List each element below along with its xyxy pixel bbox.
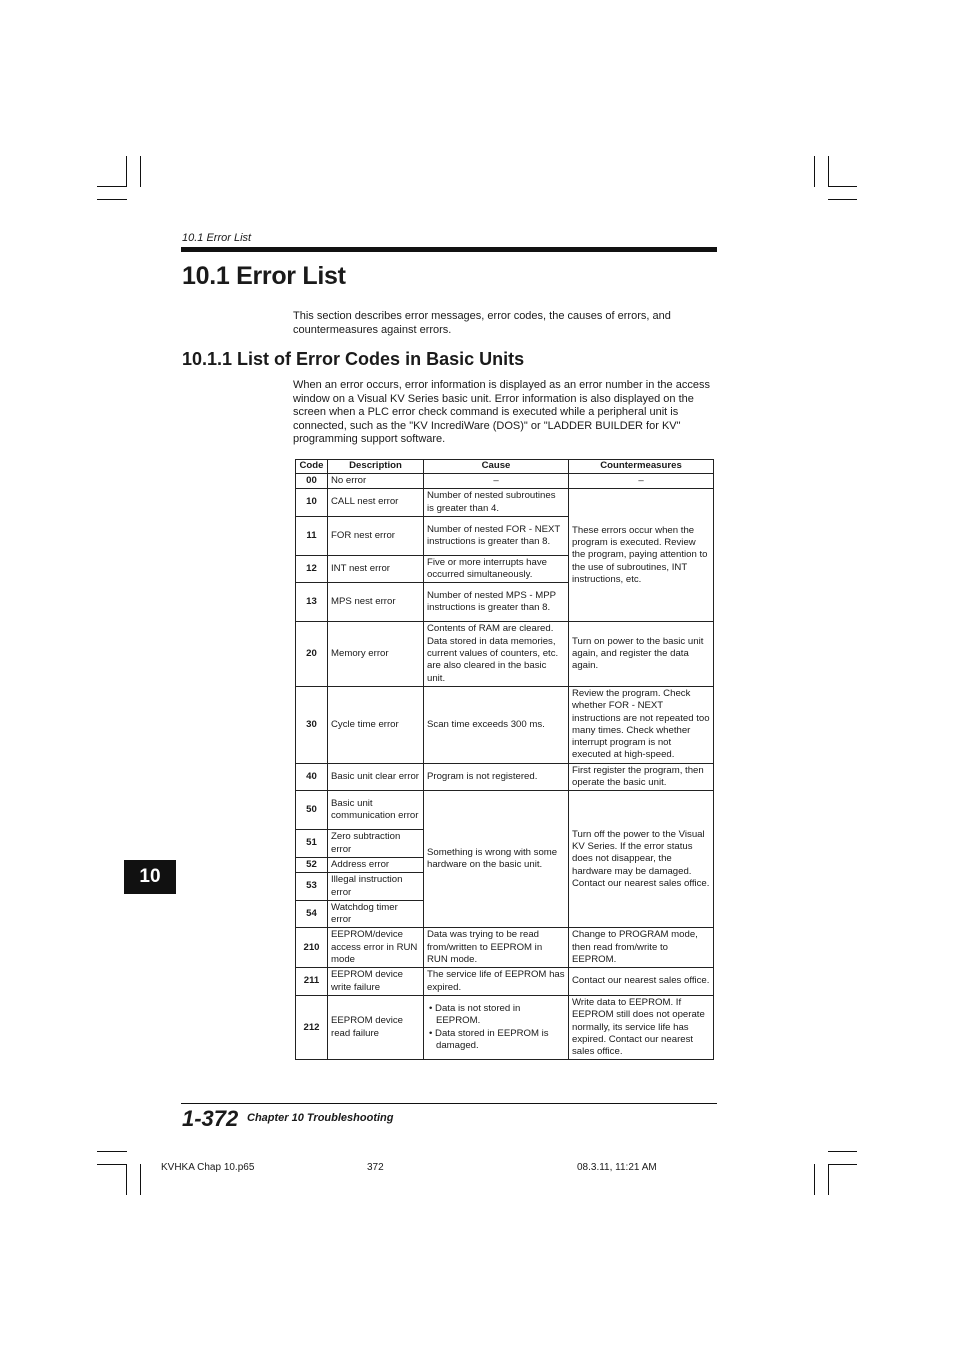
crop-mark: [828, 1164, 829, 1195]
section-title: 10.1.1 List of Error Codes in Basic Units: [182, 349, 525, 369]
error-code: 51: [296, 830, 328, 858]
error-countermeasure: These errors occur when the program is executed. Review the program, paying attention to the use of subroutines, INT instructions, etc.: [569, 489, 714, 622]
error-code: 53: [296, 873, 328, 901]
table-header-row: [296, 460, 714, 474]
error-description: Basic unit clear error: [328, 763, 424, 791]
crop-mark: [97, 186, 127, 187]
crop-mark: [126, 156, 127, 187]
error-code: 52: [296, 857, 328, 872]
column-header-description: Description: [328, 460, 424, 474]
slug-date: 08.3.11, 11:21 AM: [577, 1162, 657, 1173]
crop-mark: [126, 1164, 127, 1195]
error-description: Illegal instruction error: [328, 873, 424, 901]
error-description: Address error: [328, 857, 424, 872]
error-description: EEPROM device read failure: [328, 995, 424, 1059]
error-cause: Something is wrong with some hardware on the basic unit.: [424, 791, 569, 928]
table-row: [296, 489, 714, 517]
intro-paragraph: This section describes error messages, error codes, the causes of errors, and countermeasures against errors.: [293, 310, 671, 336]
error-cause: Number of nested MPS - MPP instructions is greater than 8.: [424, 583, 569, 622]
cause-list: [427, 1003, 565, 1052]
error-countermeasure: Change to PROGRAM mode, then read from/write to EEPROM.: [569, 928, 714, 968]
page-number: 1-372: [182, 1106, 239, 1131]
crop-mark: [140, 156, 141, 187]
error-countermeasure: Turn off the power to the Visual KV Series. If the error status does not disappear, the hardware may be damaged. Contact our nearest sales office.: [569, 791, 714, 928]
error-cause: [424, 995, 569, 1059]
error-code: 50: [296, 791, 328, 830]
error-description: Watchdog timer error: [328, 900, 424, 928]
error-code: 11: [296, 516, 328, 555]
table-row: [296, 968, 714, 996]
table-row: [296, 622, 714, 686]
error-code: 54: [296, 900, 328, 928]
chapter-label: Chapter 10 Troubleshooting: [247, 1112, 394, 1124]
error-countermeasure: Contact our nearest sales office.: [569, 968, 714, 996]
error-cause: Five or more interrupts have occurred simultaneously.: [424, 555, 569, 583]
running-head: 10.1 Error List: [182, 232, 252, 244]
crop-mark: [140, 1164, 141, 1195]
error-code: 210: [296, 928, 328, 968]
error-code: 20: [296, 622, 328, 686]
error-code: 00: [296, 474, 328, 489]
crop-mark: [97, 1164, 127, 1165]
error-cause: –: [424, 474, 569, 489]
error-code: 13: [296, 583, 328, 622]
error-description: Memory error: [328, 622, 424, 686]
crop-mark: [828, 1151, 857, 1152]
error-code: 212: [296, 995, 328, 1059]
error-description: CALL nest error: [328, 489, 424, 517]
table-row: [296, 995, 714, 1059]
column-header-countermeasures: Countermeasures: [569, 460, 714, 474]
chapter-tab: 10: [124, 860, 176, 894]
page-title: 10.1 Error List: [182, 262, 346, 290]
error-code-table: [295, 459, 714, 1060]
crop-mark: [814, 156, 815, 187]
error-cause: Number of nested FOR - NEXT instructions is greater than 8.: [424, 516, 569, 555]
cause-list-item: • Data is not stored in EEPROM.: [429, 1003, 521, 1027]
error-description: EEPROM/device access error in RUN mode: [328, 928, 424, 968]
error-description: MPS nest error: [328, 583, 424, 622]
error-countermeasure: Write data to EEPROM. If EEPROM still does not operate normally, its service life has expired. Contact our nearest sales office.: [569, 995, 714, 1059]
crop-mark: [828, 199, 857, 200]
slug-file-name: KVHKA Chap 10.p65: [161, 1162, 255, 1173]
error-description: FOR nest error: [328, 516, 424, 555]
crop-mark: [814, 1164, 815, 1195]
table-row: [296, 928, 714, 968]
cause-list-item: • Data stored in EEPROM is damaged.: [429, 1027, 549, 1051]
header-rule: [181, 247, 717, 252]
error-description: Basic unit communication error: [328, 791, 424, 830]
error-description: Cycle time error: [328, 686, 424, 763]
error-code: 10: [296, 489, 328, 517]
error-code: 40: [296, 763, 328, 791]
error-code: 30: [296, 686, 328, 763]
column-header-code: Code: [296, 460, 328, 474]
table-row: [296, 791, 714, 830]
error-description: EEPROM device write failure: [328, 968, 424, 996]
table-row: [296, 474, 714, 489]
error-countermeasure: –: [569, 474, 714, 489]
table-row: [296, 763, 714, 791]
error-code: 12: [296, 555, 328, 583]
table-row: [296, 686, 714, 763]
error-cause: Scan time exceeds 300 ms.: [424, 686, 569, 763]
crop-mark: [97, 1151, 127, 1152]
error-description: Zero subtraction error: [328, 830, 424, 858]
error-cause: Contents of RAM are cleared. Data stored in data memories, current values of counters, etc. are also cleared in the basic unit.: [424, 622, 569, 686]
column-header-cause: Cause: [424, 460, 569, 474]
error-countermeasure: Turn on power to the basic unit again, and register the data again.: [569, 622, 714, 686]
error-countermeasure: First register the program, then operate the basic unit.: [569, 763, 714, 791]
error-description: INT nest error: [328, 555, 424, 583]
crop-mark: [97, 199, 127, 200]
error-cause: Data was trying to be read from/written to EEPROM in RUN mode.: [424, 928, 569, 968]
section-paragraph: When an error occurs, error information is displayed as an error number in the access window on a Visual KV Series basic unit. Error information is also displayed on the screen when a PLC error check command is executed while a peripheral unit is connected, such as the "KV IncrediWare (DOS)" or "LADDER BUILDER for KV" programming support software.: [293, 379, 710, 446]
slug-page: 372: [367, 1162, 384, 1173]
crop-mark: [828, 1164, 857, 1165]
crop-mark: [828, 186, 857, 187]
error-countermeasure: Review the program. Check whether FOR - NEXT instructions are not repeated too many times. Check whether interrupt program is not executed at high-speed.: [569, 686, 714, 763]
error-description: No error: [328, 474, 424, 489]
error-cause: Number of nested subroutines is greater than 4.: [424, 489, 569, 517]
error-cause: Program is not registered.: [424, 763, 569, 791]
crop-mark: [828, 156, 829, 187]
error-code: 211: [296, 968, 328, 996]
error-cause: The service life of EEPROM has expired.: [424, 968, 569, 996]
footer-rule: [181, 1103, 717, 1104]
